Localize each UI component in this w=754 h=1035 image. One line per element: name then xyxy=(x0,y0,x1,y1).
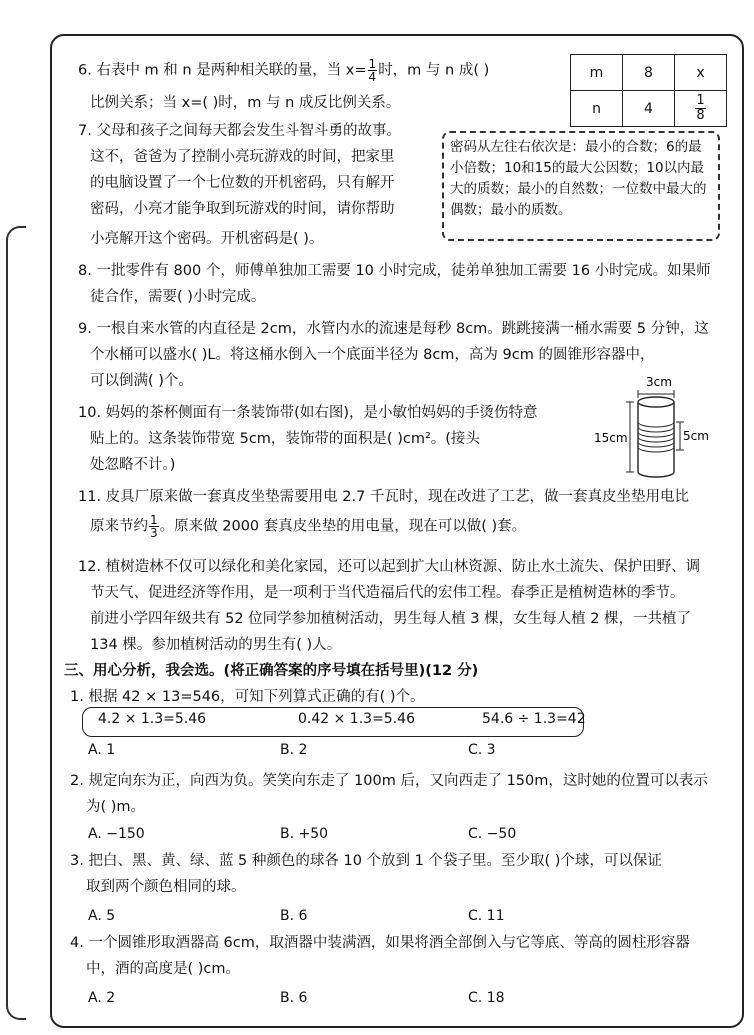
mn-cell: 8 xyxy=(623,55,675,91)
q9-line2: 个水桶可以盛水( )L。将这桶水倒入一个底面半径为 8cm，高为 9cm 的圆锥形容器中， xyxy=(90,347,655,363)
mn-cell-fraction xyxy=(675,91,727,127)
q12-line: 134 棵。参加植树活动的男生有( )人。 xyxy=(90,637,342,653)
s3q1-choice-b[interactable]: B. 2 xyxy=(280,742,308,758)
q8-line1: 8. 一批零件有 800 个，师傅单独加工需要 10 小时完成，徒弟单独加工需要 16 小时完成。如果师 xyxy=(78,263,711,279)
q11-line2 xyxy=(90,514,526,539)
s3q3-choice-c[interactable]: C. 11 xyxy=(468,908,505,924)
s3q4-choice-b[interactable]: B. 6 xyxy=(280,990,308,1006)
s3q1-stem: 1. 根据 42 × 13=546，可知下列算式正确的有( )个。 xyxy=(70,689,425,705)
q11-text-b: 。原来做 2000 套真皮坐垫的用电量，现在可以做( )套。 xyxy=(159,518,527,535)
q10-line1: 10. 妈妈的茶杯侧面有一条装饰带(如右图)，是小敏怕妈妈的手烫伤特意 xyxy=(78,405,538,421)
q6-text-a: 6. 右表中 m 和 n 是两种相关联的量，当 x= xyxy=(78,62,367,79)
q7-line: 这不，爸爸为了控制小亮玩游戏的时间，把家里 xyxy=(90,149,395,165)
q9-line1: 9. 一根自来水管的内直径是 2cm，水管内水的流速是每秒 8cm。跳跳接满一桶水需要 5 分钟，这 xyxy=(78,321,709,337)
s3q3-stem: 取到两个颜色相同的球。 xyxy=(86,879,246,895)
q11-fraction xyxy=(149,514,159,539)
s3q2-choice-b[interactable]: B. +50 xyxy=(280,826,329,842)
mn-table-row xyxy=(571,55,727,91)
s3q4-stem: 4. 一个圆锥形取酒器高 6cm，取酒器中装满酒，如果将酒全部倒入与它等底、等高的圆柱形容器 xyxy=(70,935,690,951)
cup-height-label: 15cm xyxy=(594,431,628,445)
cup-diameter-label: 3cm xyxy=(646,375,672,389)
q6-text-b: 时，m 与 n 成( ) xyxy=(378,62,490,79)
s3q2-stem: 为( )m。 xyxy=(86,799,146,815)
section3-heading: 三、用心分析，我会选。(将正确答案的序号填在括号里)(12 分) xyxy=(64,663,479,679)
q12-line: 节天气、促进经济等作用，是一项利于当代造福后代的宏伟工程。春季正是植树造林的季节。 xyxy=(90,585,685,601)
q12-line: 前进小学四年级共有 52 位同学参加植树活动，男生每人植 3 棵，女生每人植 2 棵，一共植了 xyxy=(90,611,692,627)
s3q4-choice-a[interactable]: A. 2 xyxy=(88,990,116,1006)
q7-line: 密码，小亮才能争取到玩游戏的时间，请你帮助 xyxy=(90,201,395,217)
table-frac-den: 8 xyxy=(696,108,705,123)
s3q3-choice-b[interactable]: B. 6 xyxy=(280,908,308,924)
s3q1-choice-c[interactable]: C. 3 xyxy=(468,742,496,758)
s3q4-stem: 中，酒的高度是( )cm。 xyxy=(86,961,241,977)
s3q4-choice-c[interactable]: C. 18 xyxy=(468,990,505,1006)
s3q2-stem: 2. 规定向东为正，向西为负。笑笑向东走了 100m 后，又向西走了 150m，这时她的位置可以表示 xyxy=(70,773,708,789)
s3q1-equation: 54.6 ÷ 1.3=42 xyxy=(482,711,586,727)
s3q1-equation: 0.42 × 1.3=5.46 xyxy=(298,711,415,727)
band-width-label: 5cm xyxy=(683,429,709,443)
s3q1-choice-a[interactable]: A. 1 xyxy=(88,742,116,758)
q7-line: 小亮解开这个密码。开机密码是( )。 xyxy=(90,231,324,247)
mn-cell: x xyxy=(675,55,727,91)
q11-frac-num: 1 xyxy=(150,513,158,527)
password-hint-box: 密码从左往右依次是：最小的合数；6的最小倍数；10和15的最大公因数；10以内最大的质数；最小的自然数；一位数中最大的偶数；最小的质数。 xyxy=(442,131,720,241)
q6-frac-den: 4 xyxy=(368,70,377,84)
q10-line3: 处忽略不计。) xyxy=(90,457,176,473)
table-frac-num: 1 xyxy=(696,93,705,108)
s3q1-equation: 4.2 × 1.3=5.46 xyxy=(98,711,207,727)
q10-line2: 贴上的。这条装饰带宽 5cm，装饰带的面积是( )cm²。(接头 xyxy=(90,431,480,447)
mn-table xyxy=(570,54,727,127)
q6-frac-num: 1 xyxy=(368,57,377,71)
mn-cell: 4 xyxy=(623,91,675,127)
q11-line1: 11. 皮具厂原来做一套真皮坐垫需要用电 2.7 千瓦时，现在改进了工艺，做一套真皮坐垫用电比 xyxy=(78,489,689,505)
decorative-band xyxy=(638,422,674,452)
q11-frac-den: 3 xyxy=(150,526,158,540)
binding-bracket xyxy=(6,226,26,1020)
mn-cell: n xyxy=(571,91,623,127)
cup-top xyxy=(638,397,674,407)
q11-text-a: 原来节约 xyxy=(90,518,148,535)
q6-line2: 比例关系；当 x=( )时，m 与 n 成反比例关系。 xyxy=(90,95,401,111)
s3q3-stem: 3. 把白、黑、黄、绿、蓝 5 种颜色的球各 10 个放到 1 个袋子里。至少取( )个球，可以保证 xyxy=(70,853,662,869)
q8-line2: 徒合作，需要( )小时完成。 xyxy=(90,289,266,305)
cup-figure xyxy=(594,372,714,480)
q12-line: 12. 植树造林不仅可以绿化和美化家园，还可以起到扩大山林资源、防止水土流失、保护田野、调 xyxy=(78,559,701,575)
q9-line3: 可以倒满( )个。 xyxy=(90,373,193,389)
s3q2-choice-a[interactable]: A. −150 xyxy=(88,826,145,842)
q7-line: 7. 父母和孩子之间每天都会发生斗智斗勇的故事。 xyxy=(78,123,401,139)
q6-fraction xyxy=(368,58,378,83)
q7-line: 的电脑设置了一个七位数的开机密码，只有解开 xyxy=(90,175,395,191)
s3q3-choice-a[interactable]: A. 5 xyxy=(88,908,116,924)
mn-cell: m xyxy=(571,55,623,91)
s3q2-choice-c[interactable]: C. −50 xyxy=(468,826,517,842)
q6-line1 xyxy=(78,58,489,83)
mn-table-row xyxy=(571,91,727,127)
